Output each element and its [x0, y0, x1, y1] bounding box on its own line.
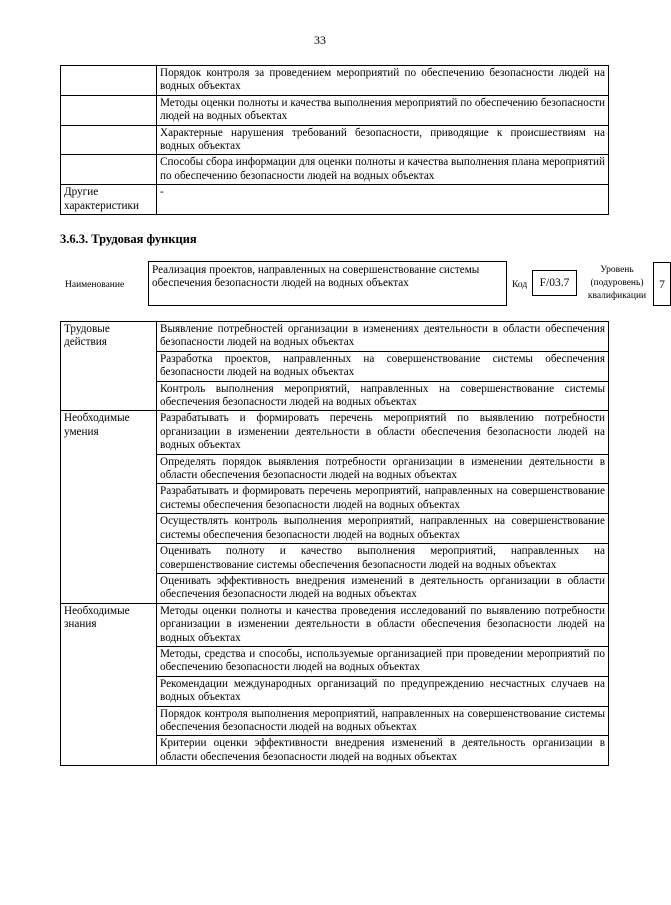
- function-level: 7: [653, 262, 671, 306]
- function-title: Реализация проектов, направленных на совершенствование системы обеспечения безопасности людей на водных объектах: [148, 261, 507, 306]
- name-label: Наименование: [65, 280, 125, 290]
- row-text: Методы оценки полноты и качества выполнения мероприятий по обеспечению безопасности людей на водных объектах: [157, 95, 609, 125]
- table-row: [61, 322, 609, 352]
- top-table: [60, 65, 609, 215]
- main-table: [60, 321, 609, 766]
- function-code: F/03.7: [532, 270, 577, 296]
- row-text: Характерные нарушения требований безопасности, приводящие к происшествиям на водных объектах: [157, 125, 609, 155]
- function-header: [60, 260, 665, 308]
- row-label: Другие характеристики: [61, 185, 157, 215]
- table-row: [61, 185, 609, 215]
- group-item: Выявление потребностей организации в изменениях деятельности в области обеспечения безопасности людей на водных объектах: [157, 322, 609, 352]
- table-row: [61, 155, 609, 185]
- table-row: [61, 66, 609, 96]
- row-text: Порядок контроля за проведением мероприятий по обеспечению безопасности людей на водных объектах: [157, 66, 609, 96]
- group-item: Порядок контроля выполнения мероприятий, направленных на совершенствование системы обеспечения безопасности людей на водных объектах: [157, 706, 609, 736]
- group-item: Методы, средства и способы, используемые организацией при проведении мероприятий по обеспечению безопасности людей на водных объектах: [157, 646, 609, 676]
- row-label: [61, 125, 157, 155]
- row-label: [61, 155, 157, 185]
- code-label: Код: [512, 280, 528, 290]
- group-item: Осуществлять контроль выполнения мероприятий, направленных на совершенствование системы обеспечения безопасности людей на водных объектах: [157, 514, 609, 544]
- table-row: [61, 603, 609, 646]
- section-heading: 3.6.3. Трудовая функция: [60, 232, 197, 246]
- group-label: Необходимые умения: [61, 411, 157, 603]
- table-row: [61, 95, 609, 125]
- group-item: Разрабатывать и формировать перечень мероприятий по выявлению потребности организации в изменении деятельности в области обеспечения безопасности людей на водных объектах: [157, 411, 609, 454]
- row-text: -: [157, 185, 609, 215]
- group-item: Определять порядок выявления потребности организации в изменении деятельности в области обеспечения безопасности людей на водных объектах: [157, 454, 609, 484]
- group-item: Оценивать полноту и качество выполнения мероприятий, направленных на совершенствование системы обеспечения безопасности людей на водных объектах: [157, 544, 609, 574]
- group-item: Критерии оценки эффективности внедрения изменений в деятельность организации в области обеспечения безопасности людей на водных объектах: [157, 736, 609, 766]
- page-number: 33: [314, 33, 326, 47]
- level-label: Уровень (подуровень) квалификации: [587, 265, 647, 301]
- table-row: [61, 125, 609, 155]
- group-item: Рекомендации международных организаций по предупреждению несчастных случаев на водных объектах: [157, 676, 609, 706]
- row-text: Способы сбора информации для оценки полноты и качества выполнения плана мероприятий по обеспечению безопасности людей на водных объектах: [157, 155, 609, 185]
- row-label: [61, 66, 157, 96]
- group-item: Контроль выполнения мероприятий, направленных на совершенствование системы обеспечения безопасности людей на водных объектах: [157, 381, 609, 411]
- group-label: Трудовые действия: [61, 322, 157, 411]
- group-label: Необходимые знания: [61, 603, 157, 765]
- group-item: Разрабатывать и формировать перечень мероприятий, направленных на совершенствование системы обеспечения безопасности людей на водных объектах: [157, 484, 609, 514]
- row-label: [61, 95, 157, 125]
- group-item: Разработка проектов, направленных на совершенствование системы обеспечения безопасности людей на водных объектах: [157, 351, 609, 381]
- group-item: Оценивать эффективность внедрения изменений в деятельность организации в области обеспечения безопасности людей на водных объектах: [157, 573, 609, 603]
- group-item: Методы оценки полноты и качества проведения исследований по выявлению потребности организации в изменении деятельности в области обеспечения безопасности людей на водных объектах: [157, 603, 609, 646]
- table-row: [61, 411, 609, 454]
